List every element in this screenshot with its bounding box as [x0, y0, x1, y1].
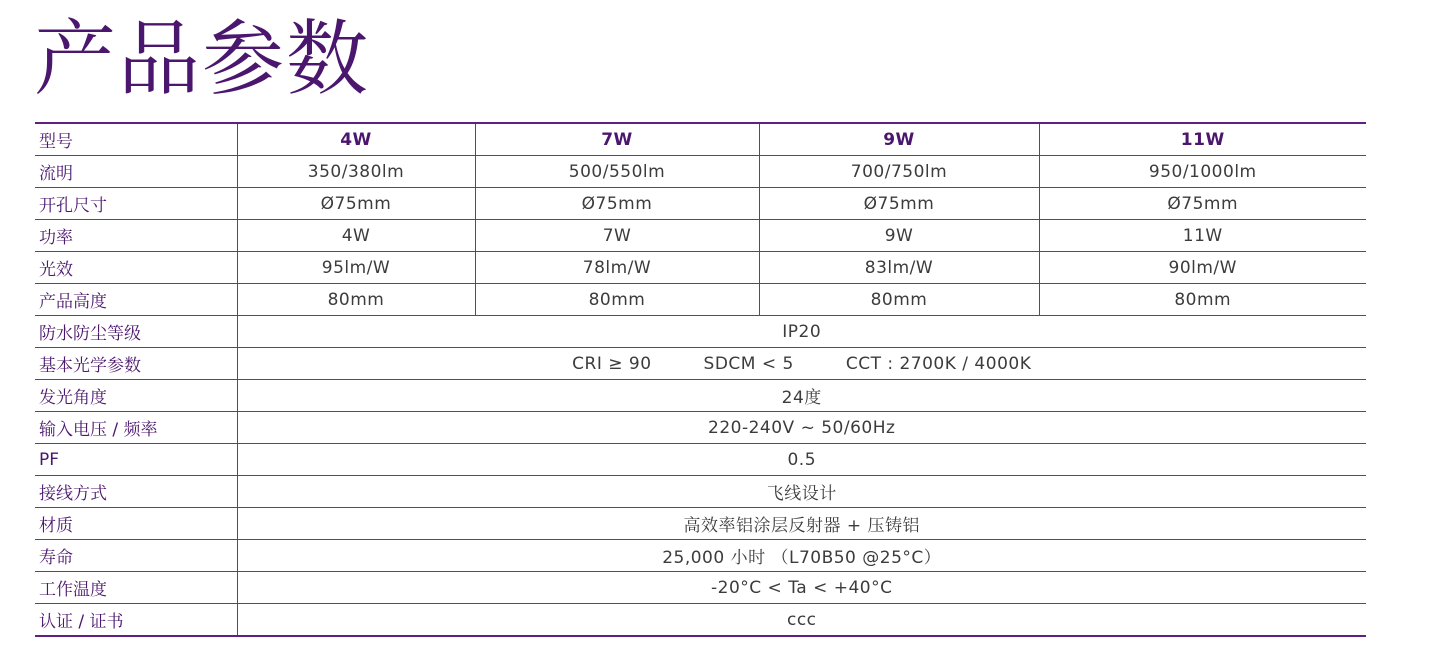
cell-value: -20°C < Ta < +40°C: [237, 572, 1366, 604]
table-row-lumen: [35, 156, 1366, 188]
cell-value: 80mm: [237, 284, 475, 316]
cell-value: 9W: [759, 220, 1039, 252]
cell-value: Ø75mm: [237, 188, 475, 220]
row-label: 认证 / 证书: [35, 604, 237, 637]
cell-value: 78lm/W: [475, 252, 759, 284]
table-row-lifetime: [35, 540, 1366, 572]
model-header-9w: 9W: [759, 123, 1039, 156]
cell-value: 25,000 小时 （L70B50 @25°C）: [237, 540, 1366, 572]
table-row-optical: [35, 348, 1366, 380]
cell-value: Ø75mm: [759, 188, 1039, 220]
cell-value: IP20: [237, 316, 1366, 348]
row-label: 防水防尘等级: [35, 316, 237, 348]
model-header-11w: 11W: [1180, 129, 1225, 150]
table-row-material: [35, 508, 1366, 540]
cell-value: 350/380lm: [237, 156, 475, 188]
table-row-beam-angle: [35, 380, 1366, 412]
row-label: 功率: [35, 220, 237, 252]
cell-value: 950/1000lm: [1039, 156, 1366, 188]
row-label: 光效: [35, 252, 237, 284]
row-label: 产品高度: [35, 284, 237, 316]
row-label: 寿命: [35, 540, 237, 572]
cell-value: 高效率铝涂层反射器 + 压铸铝: [237, 508, 1366, 540]
row-label-model: 型号: [35, 123, 237, 156]
cell-value: 700/750lm: [759, 156, 1039, 188]
cri-value: CRI ≥ 90: [572, 353, 652, 374]
row-label: PF: [35, 444, 237, 476]
table-row-pf: [35, 444, 1366, 476]
cell-value: 80mm: [1039, 284, 1366, 316]
model-header-4w: 4W: [237, 123, 475, 156]
spec-table: [35, 122, 1366, 637]
cell-value: 0.5: [237, 444, 1366, 476]
row-label: 材质: [35, 508, 237, 540]
cell-value: 90lm/W: [1039, 252, 1366, 284]
table-row-temperature: [35, 572, 1366, 604]
cell-value: 飞线设计: [237, 476, 1366, 508]
page-title: 产品参数: [34, 12, 371, 107]
cell-value: Ø75mm: [475, 188, 759, 220]
cell-value: Ø75mm: [1039, 188, 1366, 220]
cell-value: ccc: [237, 604, 1366, 637]
cell-value: 80mm: [759, 284, 1039, 316]
cell-value: 4W: [237, 220, 475, 252]
cell-value: 95lm/W: [237, 252, 475, 284]
table-row-voltage: [35, 412, 1366, 444]
row-label: 发光角度: [35, 380, 237, 412]
row-label: 流明: [35, 156, 237, 188]
cell-value: 83lm/W: [759, 252, 1039, 284]
table-row-power: [35, 220, 1366, 252]
row-label: 输入电压 / 频率: [35, 412, 237, 444]
cell-value: 500/550lm: [475, 156, 759, 188]
cell-value: 11W: [1039, 220, 1366, 252]
table-row-certification: [35, 604, 1366, 637]
header-row: [35, 123, 1366, 156]
cell-value: 7W: [475, 220, 759, 252]
row-label: 基本光学参数: [35, 348, 237, 380]
sdcm-value: SDCM < 5: [703, 353, 794, 374]
table-row-wiring: [35, 476, 1366, 508]
row-label: 接线方式: [35, 476, 237, 508]
table-row-cutout: [35, 188, 1366, 220]
model-header-7w: 7W: [475, 123, 759, 156]
table-row-ip-rating: [35, 316, 1366, 348]
cell-value: 24度: [237, 380, 1366, 412]
table-row-efficacy: [35, 252, 1366, 284]
row-label: 开孔尺寸: [35, 188, 237, 220]
cell-value: 80mm: [475, 284, 759, 316]
cell-value-optical: [237, 348, 1366, 380]
table-row-height: [35, 284, 1366, 316]
row-label: 工作温度: [35, 572, 237, 604]
cct-value: CCT : 2700K / 4000K: [845, 353, 1032, 374]
cell-value: 220-240V ~ 50/60Hz: [237, 412, 1366, 444]
